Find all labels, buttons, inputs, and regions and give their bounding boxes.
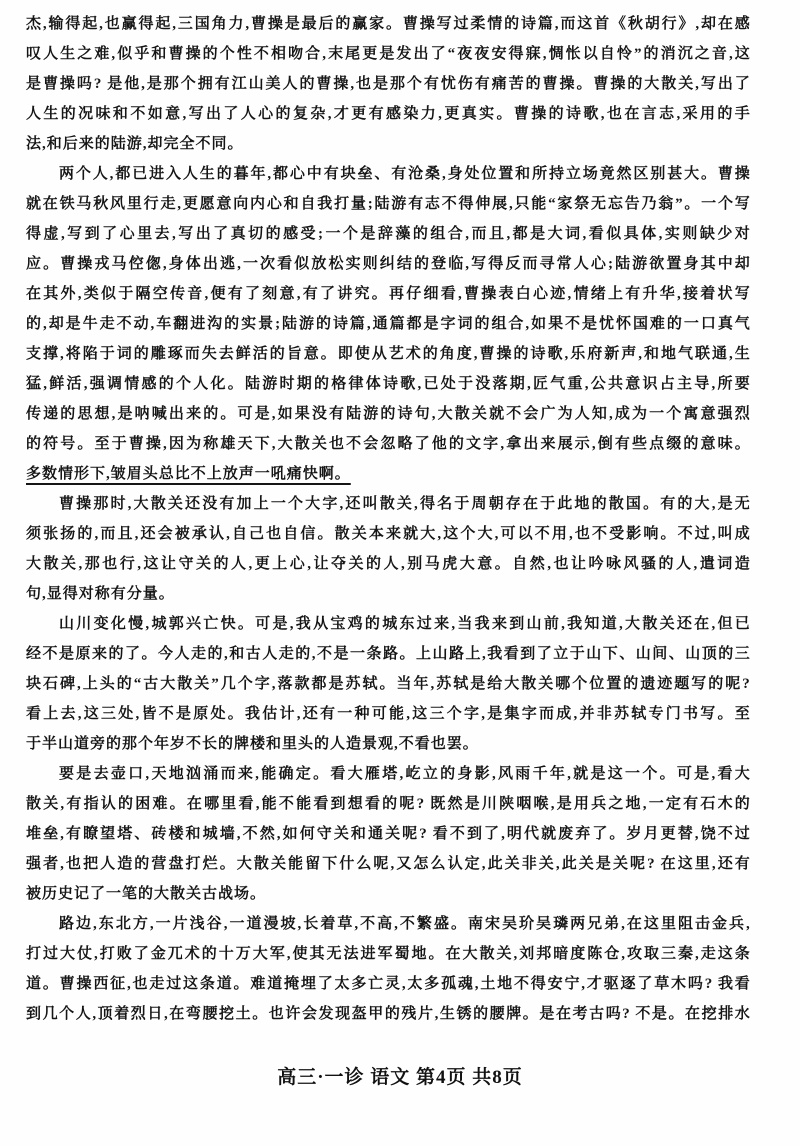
text-line: 句,显得对称有分量。 xyxy=(26,586,175,602)
text-line: 山川变化慢,城郭兴亡快。可是,我从宝鸡的城东过来,当我来到山前,我知道,大散关还在,但已 xyxy=(59,616,750,632)
underlined-sentence: 多数情形下,皱眉头总比不上放声一吼痛快啊。 xyxy=(26,466,351,482)
text-line: 被历史记了一笔的大散关古战场。 xyxy=(26,886,267,902)
text-line: 支撑,将陷于词的雕琢而失去鲜活的旨意。即使从艺术的角度,曹操的诗歌,乐府新声,和地气联通,生 xyxy=(26,346,750,362)
text-line: 于半山道旁的那个年岁不长的牌楼和里头的人造景观,不看也罢。 xyxy=(26,736,479,752)
text-line: 传递的思想,是呐喊出来的。可是,如果没有陆游的诗句,大散关就不会广为人知,成为一个寓意强烈 xyxy=(26,406,750,422)
text-line: 要是去壶口,天地汹涌而来,能确定。看大雁塔,屹立的身影,风雨千年,就是这一个。可是,看大 xyxy=(59,766,750,782)
text-line: 道。曹操西征,也走过这条道。难道掩埋了太多亡灵,太多孤魂,土地不得安宁,才驱逐了草木吗? 我看 xyxy=(26,976,750,992)
text-line: 是曹操吗? 是他,是那个拥有江山美人的曹操,也是那个有忧伤有痛苦的曹操。曹操的大散关,写出了 xyxy=(26,76,750,92)
footer-text: 高三·一诊 语文 第4页 共8页 xyxy=(277,1067,523,1088)
text-line: 在其外,类似于隔空传音,便有了刻意,有了讲究。再仔细看,曹操表白心迹,情绪上有升华,接着状写 xyxy=(26,286,750,302)
page-footer xyxy=(0,1062,800,1089)
text-line: 堆垒,有瞭望塔、砖楼和城墙,不然,如何守关和通关呢? 看不到了,明代就废弃了。岁月更替,饶不过 xyxy=(26,826,750,842)
text-line: 看上去,这三处,皆不是原处。我估计,还有一种可能,这三个字,是集字而成,并非苏轼专门书写。至 xyxy=(26,706,750,722)
text-line: 应。曹操戎马倥偬,身体出逃,一次看似放松实则纠结的登临,写得反而寻常人心;陆游欲置身其中却 xyxy=(26,256,750,272)
text-line: 杰,输得起,也赢得起,三国角力,曹操是最后的赢家。曹操写过柔情的诗篇,而这首《秋胡行》,却在感 xyxy=(26,16,750,32)
essay-text xyxy=(26,9,750,1029)
text-line: 法,和后来的陆游,却完全不同。 xyxy=(26,136,244,152)
text-line: 经不是原来的了。今人走的,和古人走的,不是一条路。上山路上,我看到了立于山下、山间、山顶的三 xyxy=(26,646,750,662)
text-line: 曹操那时,大散关还没有加上一个大字,还叫散关,得名于周朝存在于此地的散国。有的大,是无 xyxy=(59,496,750,512)
text-line: 须张扬的,而且,还会被承认,自己也自信。散关本来就大,这个大,可以不用,也不受影响。不过,叫成 xyxy=(26,526,750,542)
text-line: 散关,有指认的困难。在哪里看,能不能看到想看的呢? 既然是川陕咽喉,是用兵之地,一定有石木的 xyxy=(26,796,750,812)
text-line: 强者,也把人造的营盘打烂。大散关能留下什么呢,又怎么认定,此关非关,此关是关呢? 在这里,还有 xyxy=(26,856,750,872)
text-line: 就在铁马秋风里行走,更愿意向内心和自我打量;陆游有志不得伸展,只能“家祭无忘告乃翁”。一个写 xyxy=(26,196,750,212)
text-line: 的,却是牛走不动,车翻进沟的实景;陆游的诗篇,通篇都是字词的组合,如果不是忧怀国难的一口真气 xyxy=(26,316,750,332)
text-line: 大散关,那也行,这让守关的人,更上心,让夺关的人,别马虎大意。自然,也让吟咏风骚的人,遣词造 xyxy=(26,556,750,572)
text-line: 到几个人,顶着烈日,在弯腰挖土。也许会发现盔甲的残片,生锈的腰牌。是在考古吗? 不是。在挖排水 xyxy=(26,1006,750,1022)
text-line: 人生的况味和不如意,写出了人心的复杂,才更有感染力,更真实。曹操的诗歌,也在言志,采用的手 xyxy=(26,106,750,122)
text-line: 路边,东北方,一片浅谷,一道漫坡,长着草,不高,不繁盛。南宋吴玠吴璘两兄弟,在这里阻击金兵, xyxy=(59,916,750,932)
text-line: 块石碑,上头的“古大散关”几个字,落款都是苏轼。当年,苏轼是给大散关哪个位置的遗迹题写的呢? xyxy=(26,676,750,692)
text-line: 叹人生之难,似乎和曹操的个性不相吻合,末尾更是发出了“夜夜安得寐,惆怅以自怜”的消沉之音,这 xyxy=(26,46,750,62)
text-line: 打过大仗,打败了金兀术的十万大军,使其无法进军蜀地。在大散关,刘邦暗度陈仓,攻取三秦,走这条 xyxy=(26,946,750,962)
text-line: 猛,鲜活,强调情感的个人化。陆游时期的格律体诗歌,已处于没落期,匠气重,公共意识占主导,所要 xyxy=(26,376,750,392)
text-line: 两个人,都已进入人生的暮年,都心中有块垒、有沧桑,身处位置和所持立场竟然区别甚大。曹操 xyxy=(59,166,750,182)
text-line: 的符号。至于曹操,因为称雄天下,大散关也不会忽略了他的文字,拿出来展示,倒有些点缀的意味。 xyxy=(26,436,750,452)
text-line: 得虚,写到了心里去,写出了真切的感受;一个是辞藻的组合,而且,都是大词,看似具体,实则缺少对 xyxy=(26,226,750,242)
